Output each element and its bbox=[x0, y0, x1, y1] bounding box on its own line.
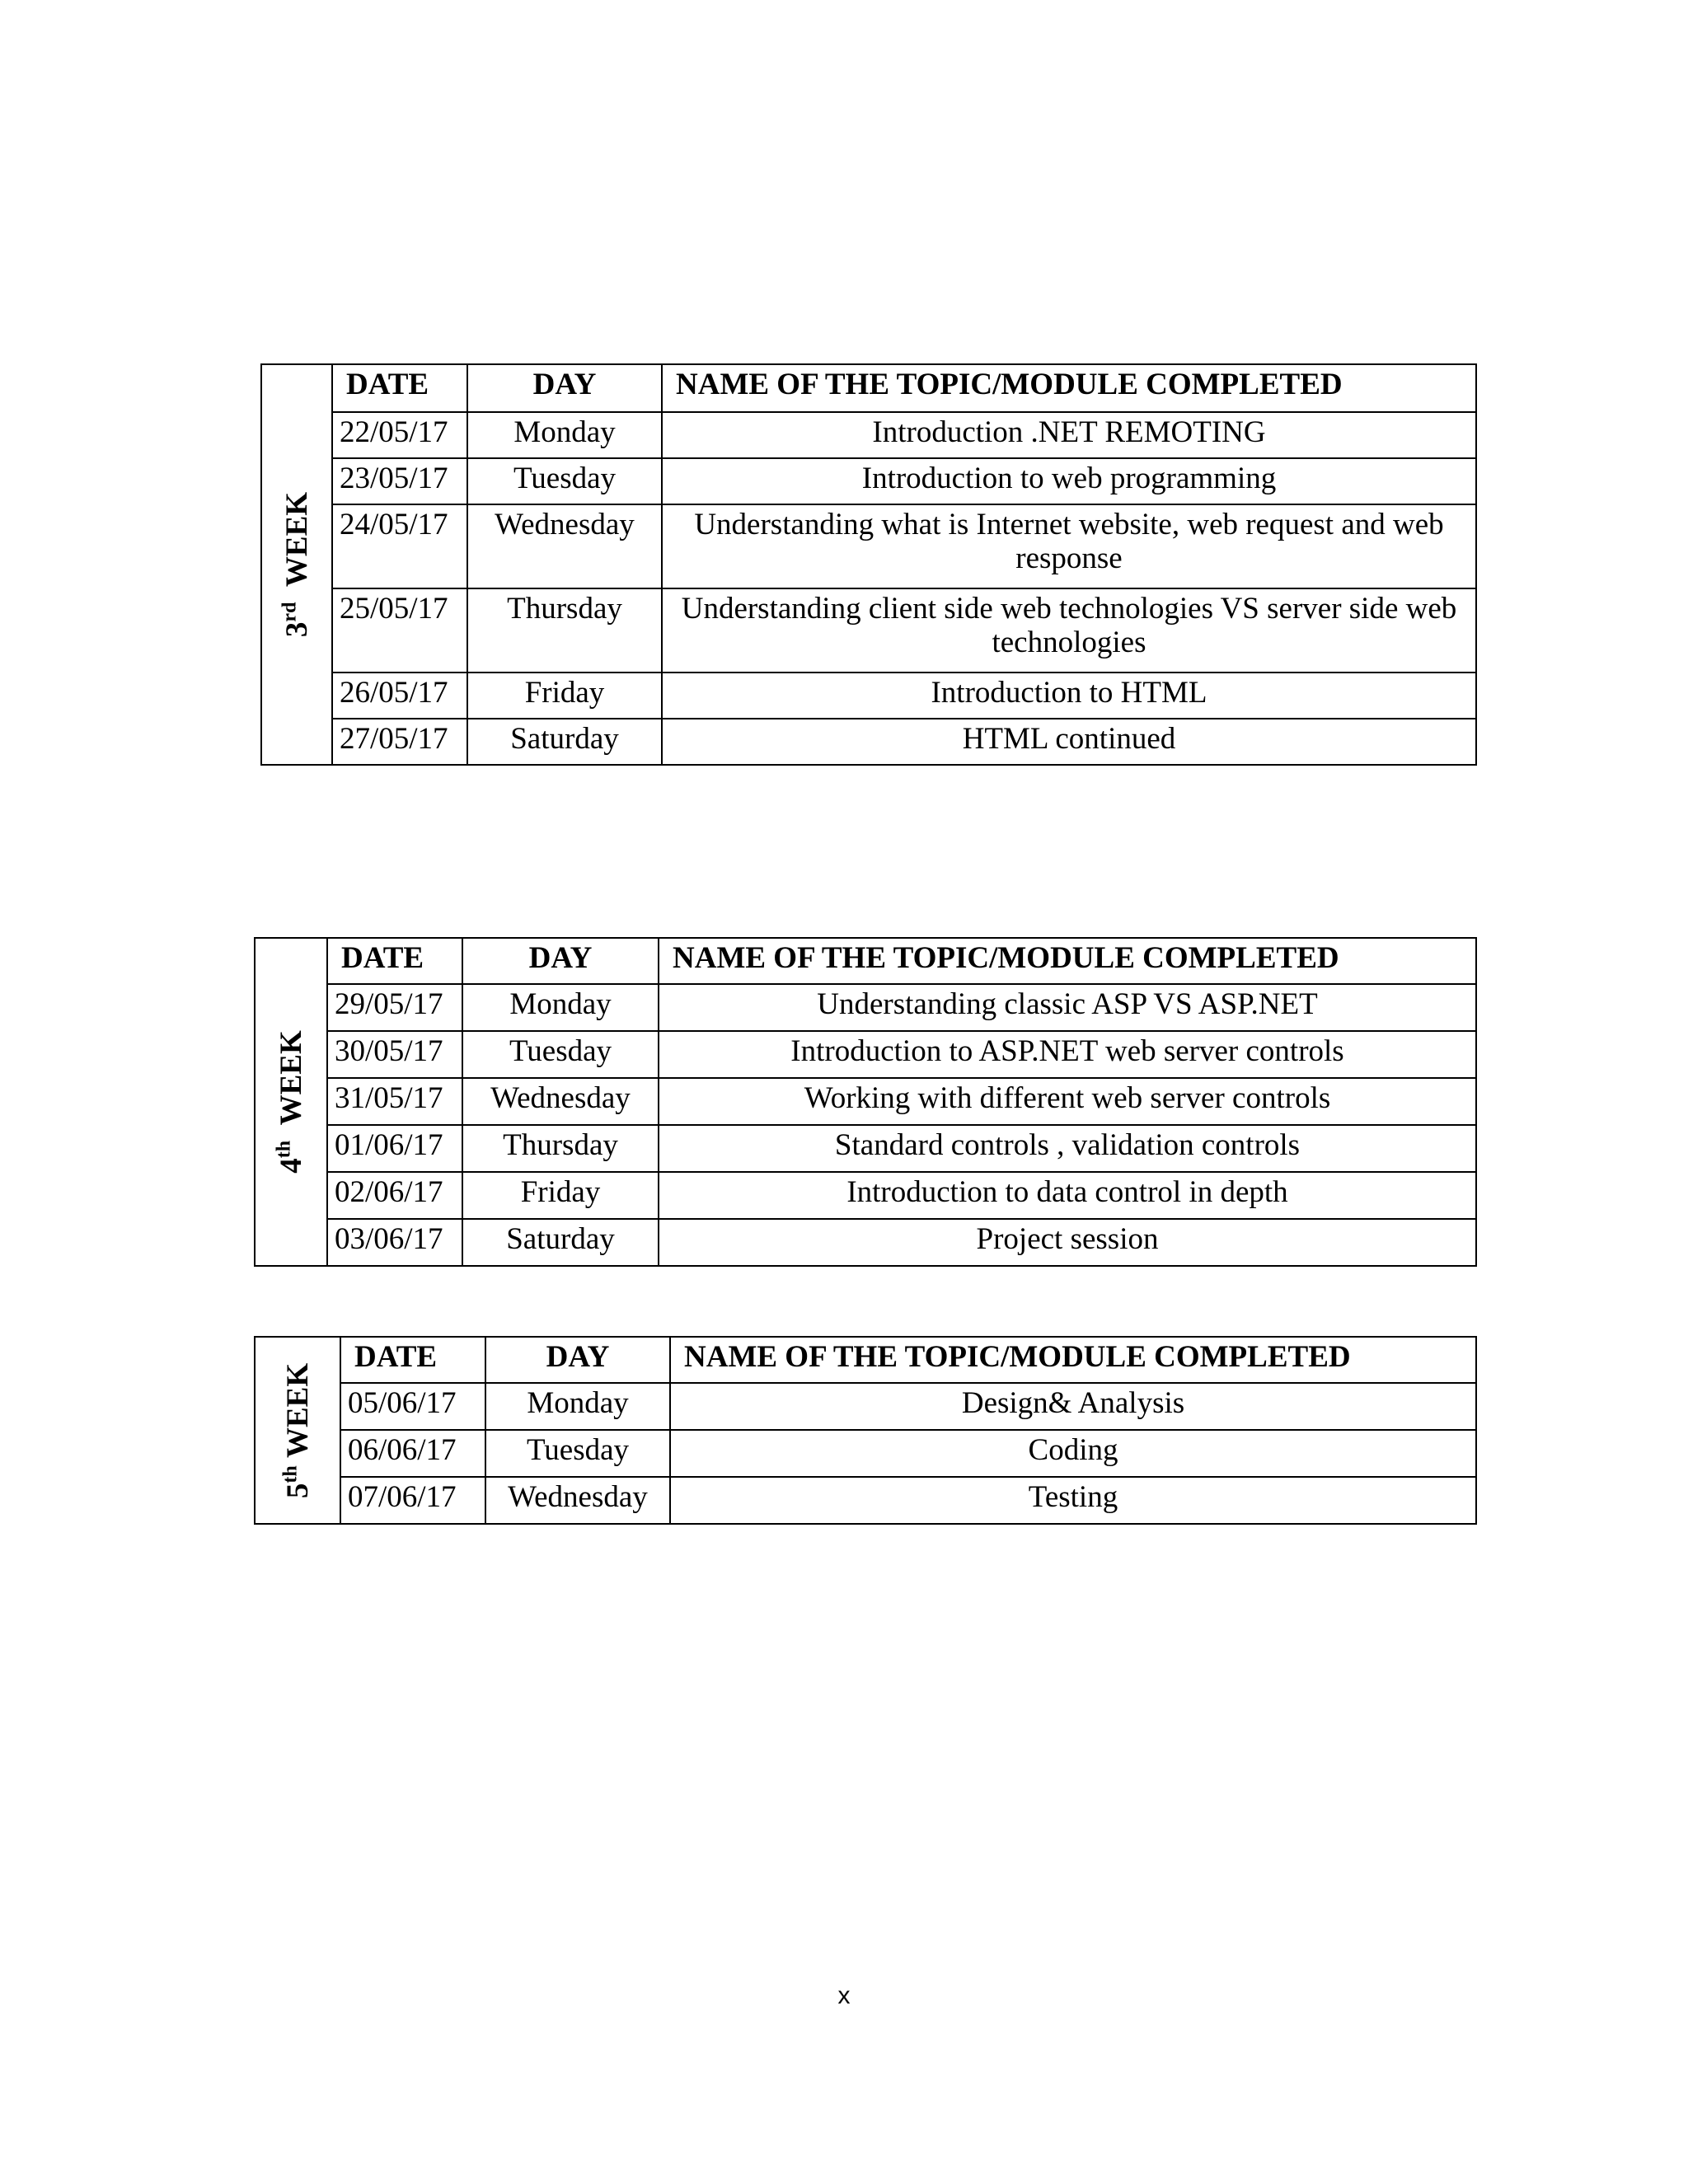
table-row bbox=[261, 673, 1476, 719]
topic-cell: Project session bbox=[659, 1219, 1476, 1266]
topic-cell: HTML continued bbox=[662, 719, 1476, 765]
table-row bbox=[261, 588, 1476, 673]
table-row bbox=[255, 1172, 1476, 1219]
topic-cell: Understanding client side web technologies VS server side web technologies bbox=[662, 588, 1476, 673]
topic-cell: Design& Analysis bbox=[670, 1383, 1476, 1430]
date-cell: 25/05/17 bbox=[332, 588, 467, 673]
day-cell: Thursday bbox=[462, 1125, 659, 1172]
day-cell: Tuesday bbox=[462, 1031, 659, 1078]
table-row bbox=[261, 504, 1476, 588]
table-row bbox=[255, 1383, 1476, 1430]
date-cell: 03/06/17 bbox=[327, 1219, 462, 1266]
topic-cell: Testing bbox=[670, 1477, 1476, 1524]
topic-cell: Introduction to web programming bbox=[662, 458, 1476, 504]
week-label: 4th WEEK bbox=[255, 938, 327, 1266]
day-cell: Saturday bbox=[467, 719, 662, 765]
topic-cell: Standard controls , validation controls bbox=[659, 1125, 1476, 1172]
page-number: x bbox=[837, 1982, 851, 2009]
date-cell: 05/06/17 bbox=[340, 1383, 485, 1430]
topic-cell: Understanding what is Internet website, web request and web response bbox=[662, 504, 1476, 588]
day-cell: Monday bbox=[485, 1383, 670, 1430]
week-3-table bbox=[260, 363, 1477, 766]
date-cell: 26/05/17 bbox=[332, 673, 467, 719]
day-header: DAY bbox=[467, 364, 662, 412]
week-4-table bbox=[254, 937, 1477, 1267]
date-cell: 07/06/17 bbox=[340, 1477, 485, 1524]
day-cell: Friday bbox=[462, 1172, 659, 1219]
week-5-table bbox=[254, 1336, 1477, 1525]
date-cell: 30/05/17 bbox=[327, 1031, 462, 1078]
day-cell: Tuesday bbox=[485, 1430, 670, 1477]
date-cell: 06/06/17 bbox=[340, 1430, 485, 1477]
week-label: 5th WEEK bbox=[255, 1337, 340, 1524]
date-cell: 29/05/17 bbox=[327, 984, 462, 1031]
topic-cell: Coding bbox=[670, 1430, 1476, 1477]
table-row bbox=[255, 1078, 1476, 1125]
date-cell: 24/05/17 bbox=[332, 504, 467, 588]
table-row bbox=[255, 1430, 1476, 1477]
table-row bbox=[261, 412, 1476, 458]
day-cell: Thursday bbox=[467, 588, 662, 673]
day-cell: Wednesday bbox=[485, 1477, 670, 1524]
topic-header: NAME OF THE TOPIC/MODULE COMPLETED bbox=[659, 938, 1476, 984]
date-cell: 23/05/17 bbox=[332, 458, 467, 504]
day-cell: Saturday bbox=[462, 1219, 659, 1266]
day-cell: Wednesday bbox=[467, 504, 662, 588]
topic-cell: Introduction to HTML bbox=[662, 673, 1476, 719]
table-row bbox=[255, 1125, 1476, 1172]
day-cell: Friday bbox=[467, 673, 662, 719]
topic-header: NAME OF THE TOPIC/MODULE COMPLETED bbox=[662, 364, 1476, 412]
date-cell: 31/05/17 bbox=[327, 1078, 462, 1125]
table-row bbox=[261, 458, 1476, 504]
day-header: DAY bbox=[462, 938, 659, 984]
topic-cell: Introduction to ASP.NET web server controls bbox=[659, 1031, 1476, 1078]
table-row bbox=[255, 1031, 1476, 1078]
day-cell: Wednesday bbox=[462, 1078, 659, 1125]
week-label: 3rd WEEK bbox=[261, 364, 332, 765]
date-header: DATE bbox=[327, 938, 462, 984]
day-header: DAY bbox=[485, 1337, 670, 1383]
day-cell: Monday bbox=[467, 412, 662, 458]
day-cell: Tuesday bbox=[467, 458, 662, 504]
day-cell: Monday bbox=[462, 984, 659, 1031]
date-header: DATE bbox=[332, 364, 467, 412]
date-header: DATE bbox=[340, 1337, 485, 1383]
table-row bbox=[255, 1219, 1476, 1266]
topic-cell: Understanding classic ASP VS ASP.NET bbox=[659, 984, 1476, 1031]
table-row bbox=[255, 1477, 1476, 1524]
date-cell: 22/05/17 bbox=[332, 412, 467, 458]
topic-cell: Introduction .NET REMOTING bbox=[662, 412, 1476, 458]
date-cell: 01/06/17 bbox=[327, 1125, 462, 1172]
table-row bbox=[255, 984, 1476, 1031]
topic-header: NAME OF THE TOPIC/MODULE COMPLETED bbox=[670, 1337, 1476, 1383]
table-row bbox=[261, 719, 1476, 765]
date-cell: 02/06/17 bbox=[327, 1172, 462, 1219]
topic-cell: Working with different web server controls bbox=[659, 1078, 1476, 1125]
date-cell: 27/05/17 bbox=[332, 719, 467, 765]
topic-cell: Introduction to data control in depth bbox=[659, 1172, 1476, 1219]
